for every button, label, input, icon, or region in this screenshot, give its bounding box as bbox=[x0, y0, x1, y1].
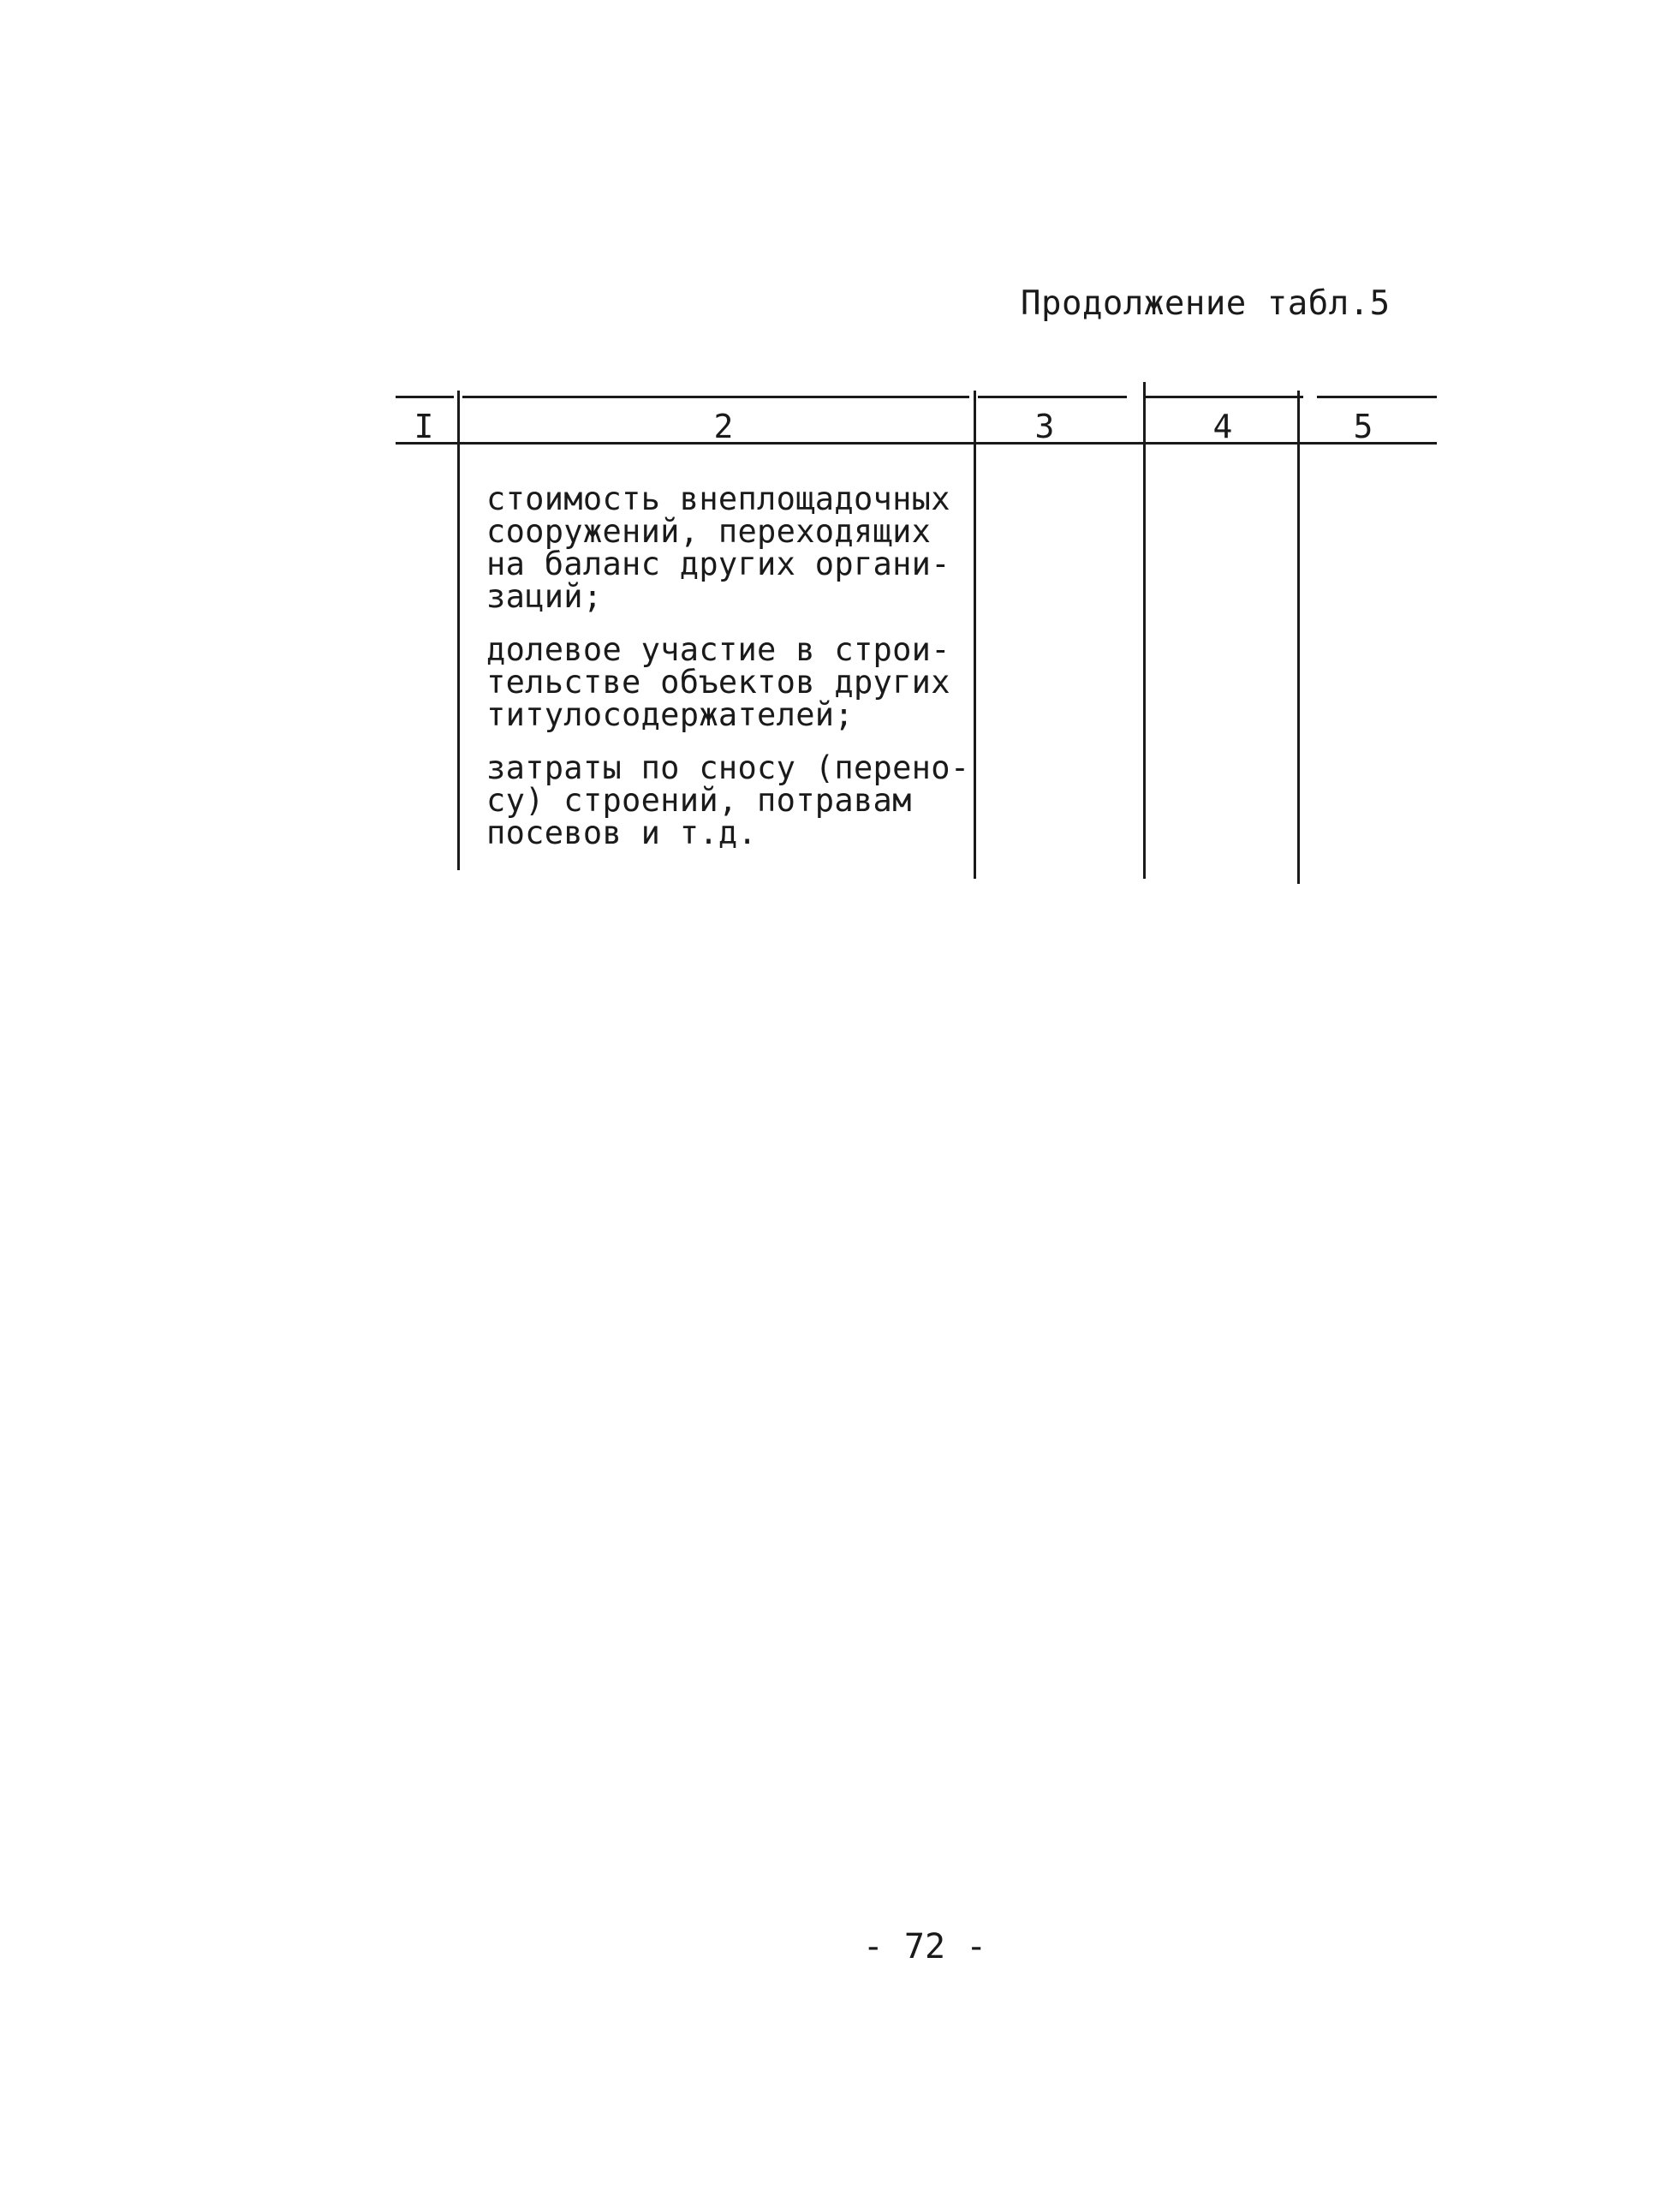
table-continuation-caption: Продолжение табл.5 bbox=[1021, 284, 1391, 323]
header-top-rule bbox=[396, 396, 454, 398]
column-number: 2 bbox=[713, 408, 734, 445]
cell-text-line: сооружений, переходящих bbox=[486, 513, 932, 550]
column-divider bbox=[974, 391, 976, 879]
column-divider bbox=[1143, 382, 1146, 879]
column-number: 4 bbox=[1212, 408, 1233, 445]
cell-text-line: стоимость внеплощадочных bbox=[486, 480, 950, 517]
header-top-rule bbox=[1146, 396, 1303, 398]
column-number: 3 bbox=[1034, 408, 1055, 445]
column-number: I bbox=[414, 408, 434, 445]
cell-text-line: тельстве объектов других bbox=[486, 664, 950, 701]
header-bottom-rule bbox=[396, 442, 1437, 445]
cell-text-line: долевое участие в строи- bbox=[486, 631, 950, 668]
cell-text-line: су) строений, потравам bbox=[486, 782, 912, 819]
cell-text-line: посевов и т.д. bbox=[486, 815, 758, 851]
header-top-rule bbox=[462, 396, 969, 398]
table-row bbox=[486, 749, 970, 851]
cell-text-line: затраты по сносу (перено- bbox=[486, 749, 970, 786]
column-number: 5 bbox=[1353, 408, 1373, 445]
column-divider bbox=[1297, 391, 1300, 884]
page-number: - 72 - bbox=[862, 1927, 987, 1966]
column-divider bbox=[457, 391, 460, 870]
table-row bbox=[486, 480, 966, 615]
header-top-rule bbox=[978, 396, 1127, 398]
cell-text-line: на баланс других органи- bbox=[486, 546, 950, 582]
cell-text-line: заций; bbox=[486, 578, 603, 615]
cell-text-line: титулосодержателей; bbox=[486, 696, 854, 733]
table-row bbox=[486, 631, 966, 733]
header-top-rule bbox=[1317, 396, 1437, 398]
